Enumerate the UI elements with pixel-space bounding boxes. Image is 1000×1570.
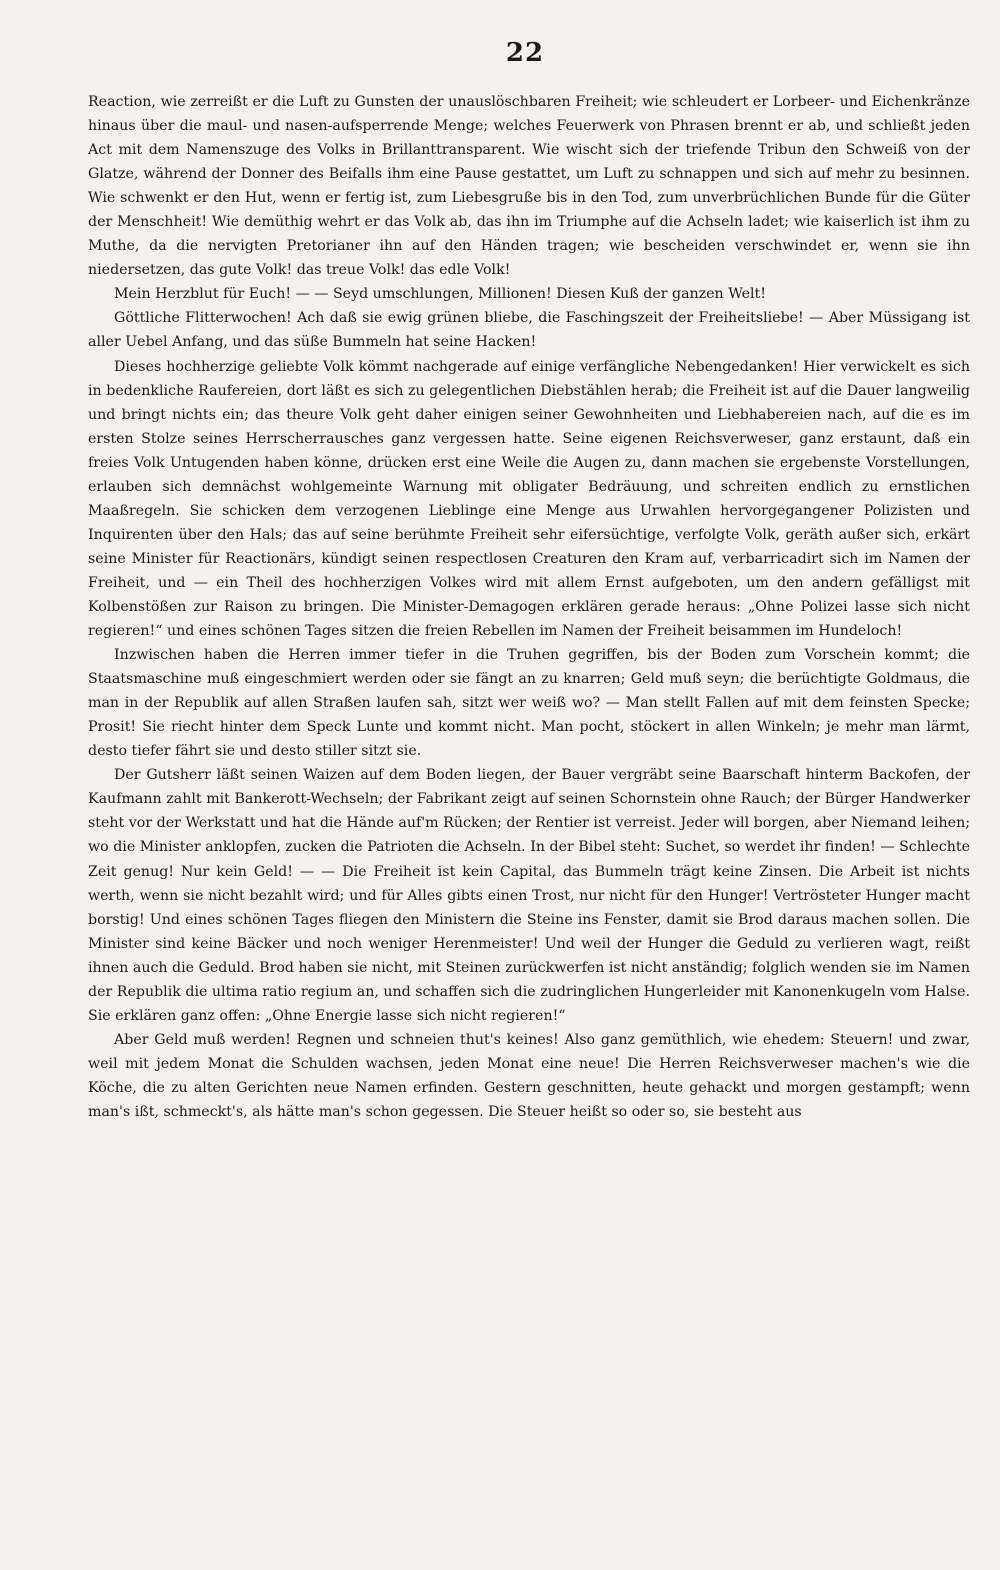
paragraph-3: Göttliche Flitterwochen! Ach daß sie ewig grünen bliebe, die Faschingszeit der Freiheitsliebe! — Aber Müssigang ist aller Uebel Anfang, und das süße Bummeln hat seine Hacken! (88, 310, 970, 351)
paragraph-1: Reaction, wie zerreißt er die Luft zu Gunsten der unauslöschbaren Freiheit; wie schleudert er Lorbeer- und Eichenkränze hinaus über die maul- und nasen-aufsperrende Menge; welches Feuerwerk von Phrasen brennt er ab, und schließt jeden Act mit dem Namenszuge des Volks in Brillanttransparent. Wie wischt sich der triefende Tribun den Schweiß von der Glatze, während der Donner des Beifalls ihm eine Pause gestattet, um Luft zu schnappen und sich auf mehr zu besinnen. Wie schwenkt er den Hut, wenn er fertig ist, zum Liebesgruße bis in den Tod, zum unverbrüchlichen Bunde für die Güter der Menschheit! Wie demüthig wehrt er das Volk ab, das ihn im Triumphe auf die Achseln ladet; wie kaiserlich ist ihm zu Muthe, da die nervigten Pretorianer ihn auf den Händen tragen; wie bescheiden verschwindet er, wenn sie ihn niedersetzen, das gute Volk! das treue Volk! das edle Volk! (88, 94, 970, 279)
paragraph-6: Der Gutsherr läßt seinen Waizen auf dem Boden liegen, der Bauer vergräbt seine Baarschaft hinterm Backofen, der Kaufmann zahlt mit Bankerott-Wechseln; der Fabrikant zeigt auf seinen Schornstein ohne Rauch; der Bürger Handwerker steht vor der Werkstatt und hat die Hände auf'm Rücken; der Rentier ist verreist. Jeder will borgen, aber Niemand leihen; wo die Minister anklopfen, zucken die Patrioten die Achseln. In der Bibel steht: Suchet, so werdet ihr finden! — Schlechte Zeit genug! Nur kein Geld! — — Die Freiheit ist kein Capital, das Bummeln trägt keine Zinsen. Die Arbeit ist nichts werth, wenn sie nicht bezahlt wird; und für Alles gibts einen Trost, nur nicht für den Hunger! Vertrösteter Hunger macht borstig! Und eines schönen Tages fliegen den Ministern die Steine ins Fenster, damit sie Brod daraus machen sollen. Die Minister sind keine Bäcker und noch weniger Herenmeister! Und weil der Hunger die Geduld zu verlieren wagt, reißt ihnen auch die Geduld. Brod haben sie nicht, mit Steinen zurückwerfen ist nicht anständig; folglich wenden sie im Namen der Republik die ultima ratio regium an, und schaffen sich die zudringlichen Hungerleider mit Kanonenkugeln vom Halse. Sie erklären ganz offen: „Ohne Energie lasse sich nicht regieren!“ (88, 767, 970, 1024)
paragraph-2: Mein Herzblut für Euch! — — Seyd umschlungen, Millionen! Diesen Kuß der ganzen Welt! (114, 286, 766, 303)
paragraph-5: Inzwischen haben die Herren immer tiefer in die Truhen gegriffen, bis der Boden zum Vorschein kommt; die Staatsmaschine muß eingeschmiert werden oder sie fängt an zu knarren; Geld muß seyn; die berüchtigte Goldmaus, die man in der Republik auf allen Straßen laufen sah, sitzt wer weiß wo? — Man stellt Fallen auf mit dem feinsten Specke; Prosit! Sie riecht hinter dem Speck Lunte und kommt nicht. Man pocht, stöckert in allen Winkeln; je mehr man lärmt, desto tiefer fährt sie und desto stiller sitzt sie. (88, 647, 970, 760)
paragraph-7: Aber Geld muß werden! Regnen und schneien thut's keines! Also ganz gemüthlich, wie ehedem: Steuern! und zwar, weil mit jedem Monat die Schulden wachsen, jeden Monat eine neue! Die Herren Reichsverweser machen's wie die Köche, die zu alten Gerichten neue Namen erfinden. Gestern geschnitten, heute gehackt und morgen gestampft; wenn man's ißt, schmeckt's, als hätte man's schon gegessen. Die Steuer heißt so oder so, sie besteht aus (88, 1031, 970, 1120)
page-number: 22 (505, 38, 545, 68)
paragraph-4: Dieses hochherzige geliebte Volk kömmt nachgerade auf einige verfängliche Nebengedanken! Hier verwickelt es sich in bedenkliche Raufereien, dort läßt es sich zu gelegentlichen Diebstählen herab; die Freiheit ist auf die Dauer langweilig und bringt nichts ein; das theure Volk geht daher einigen seiner Gewohnheiten und Liebhabereien nach, auf die es im ersten Stolze seines Herrscherrausches ganz vergessen hatte. Seine eigenen Reichsverweser, ganz erstaunt, daß ein freies Volk Untugenden haben könne, drücken erst eine Weile die Augen zu, dann machen sie ergebenste Vorstellungen, erlauben sich demnächst wohlgemeinte Warnung mit obligater Bedräuung, und schreiten endlich zu ernstlichen Maaßregeln. Sie schicken dem verzogenen Lieblinge eine Menge aus Urwahlen hervorgegangener Polizisten und Inquirenten über den Hals; das auf seine berühmte Freiheit sehr eifersüchtige, verfolgte Volk, geräth außer sich, erkärt seine Minister für Reactionärs, kündigt seinen respectlosen Creaturen den Kram auf, verbarricadirt sich im Namen der Freiheit, und — ein Theil des hochherzigen Volkes wird mit allem Ernst aufgeboten, um den andern gefälligst mit Kolbenstößen zur Raison zu bringen. Die Minister-Demagogen erklären gerade heraus: „Ohne Polizei lasse sich nicht regieren!“ und eines schönen Tages sitzen die freien Rebellen im Namen der Freiheit beisammen im Hundeloch! (88, 358, 970, 640)
body-text (88, 90, 970, 1124)
